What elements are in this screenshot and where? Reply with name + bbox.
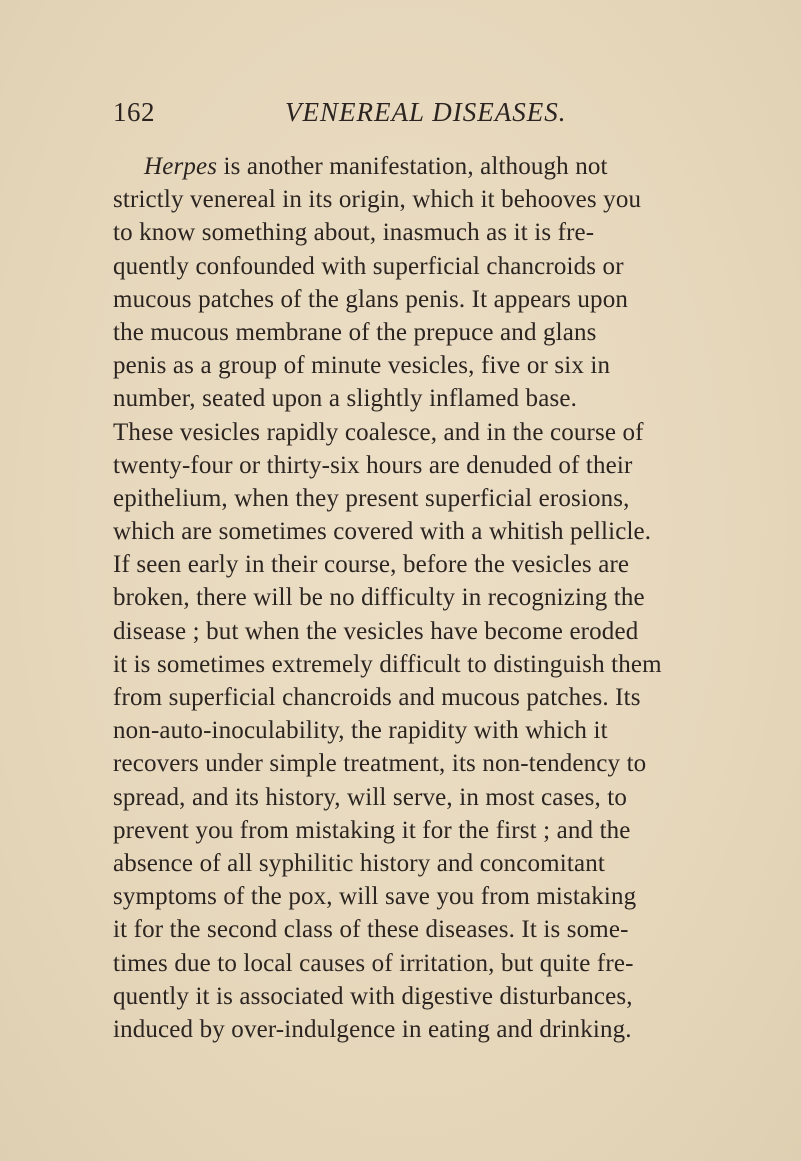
text-line: penis as a group of minute vesicles, five or six in [113,352,611,380]
text-line: non-auto-inoculability, the rapidity with which it [113,717,608,745]
body-paragraph [113,150,801,1046]
text-line: mucous patches of the glans penis. It appears upon [113,285,629,313]
page-header [113,92,713,132]
text-line: induced by over-indulgence in eating and drinking. [113,1015,632,1043]
text-line: absence of all syphilitic history and concomitant [113,849,605,877]
text-line: quently it is associated with digestive disturbances, [113,982,633,1010]
text-line: broken, there will be no difficulty in recognizing the [113,584,645,612]
text-line: from superficial chancroids and mucous patches. Its [113,684,641,711]
text-line: prevent you from mistaking it for the first ; and the [113,816,631,844]
text-line-1 [113,150,801,183]
text-line: times due to local causes of irritation, but quite fre- [113,949,634,977]
text-line: number, seated upon a slightly inflamed base. [113,385,577,413]
text-line: epithelium, when they present superficial erosions, [113,484,630,512]
text-line: twenty-four or thirty-six hours are denuded of their [113,451,633,479]
text-line: to know something about, inasmuch as it is fre- [113,219,595,247]
text-line: quently confounded with superficial chancroids or [113,252,624,280]
text-line: If seen early in their course, before the vesicles are [113,551,630,579]
running-head: VENEREAL DISEASES. [285,97,567,127]
lead-term: Herpes [144,153,218,180]
text-line: disease ; but when the vesicles have become eroded [113,617,639,645]
text-line: it is sometimes extremely difficult to distinguish them [113,650,662,678]
first-line-rest: is another manifestation, although not [217,153,608,180]
text-line: spread, and its history, will serve, in most cases, to [113,783,628,811]
text-line: strictly venereal in its origin, which it behooves you [113,186,642,214]
text-line: recovers under simple treatment, its non-tendency to [113,750,647,778]
text-line: These vesicles rapidly coalesce, and in the course of [113,418,644,446]
text-line: the mucous membrane of the prepuce and glans [113,318,597,346]
text-line: symptoms of the pox, will save you from mistaking [113,883,637,911]
page-number: 162 [113,97,155,127]
text-line: it for the second class of these diseases. It is some- [113,916,629,944]
text-line: which are sometimes covered with a whitish pellicle. [113,518,652,546]
